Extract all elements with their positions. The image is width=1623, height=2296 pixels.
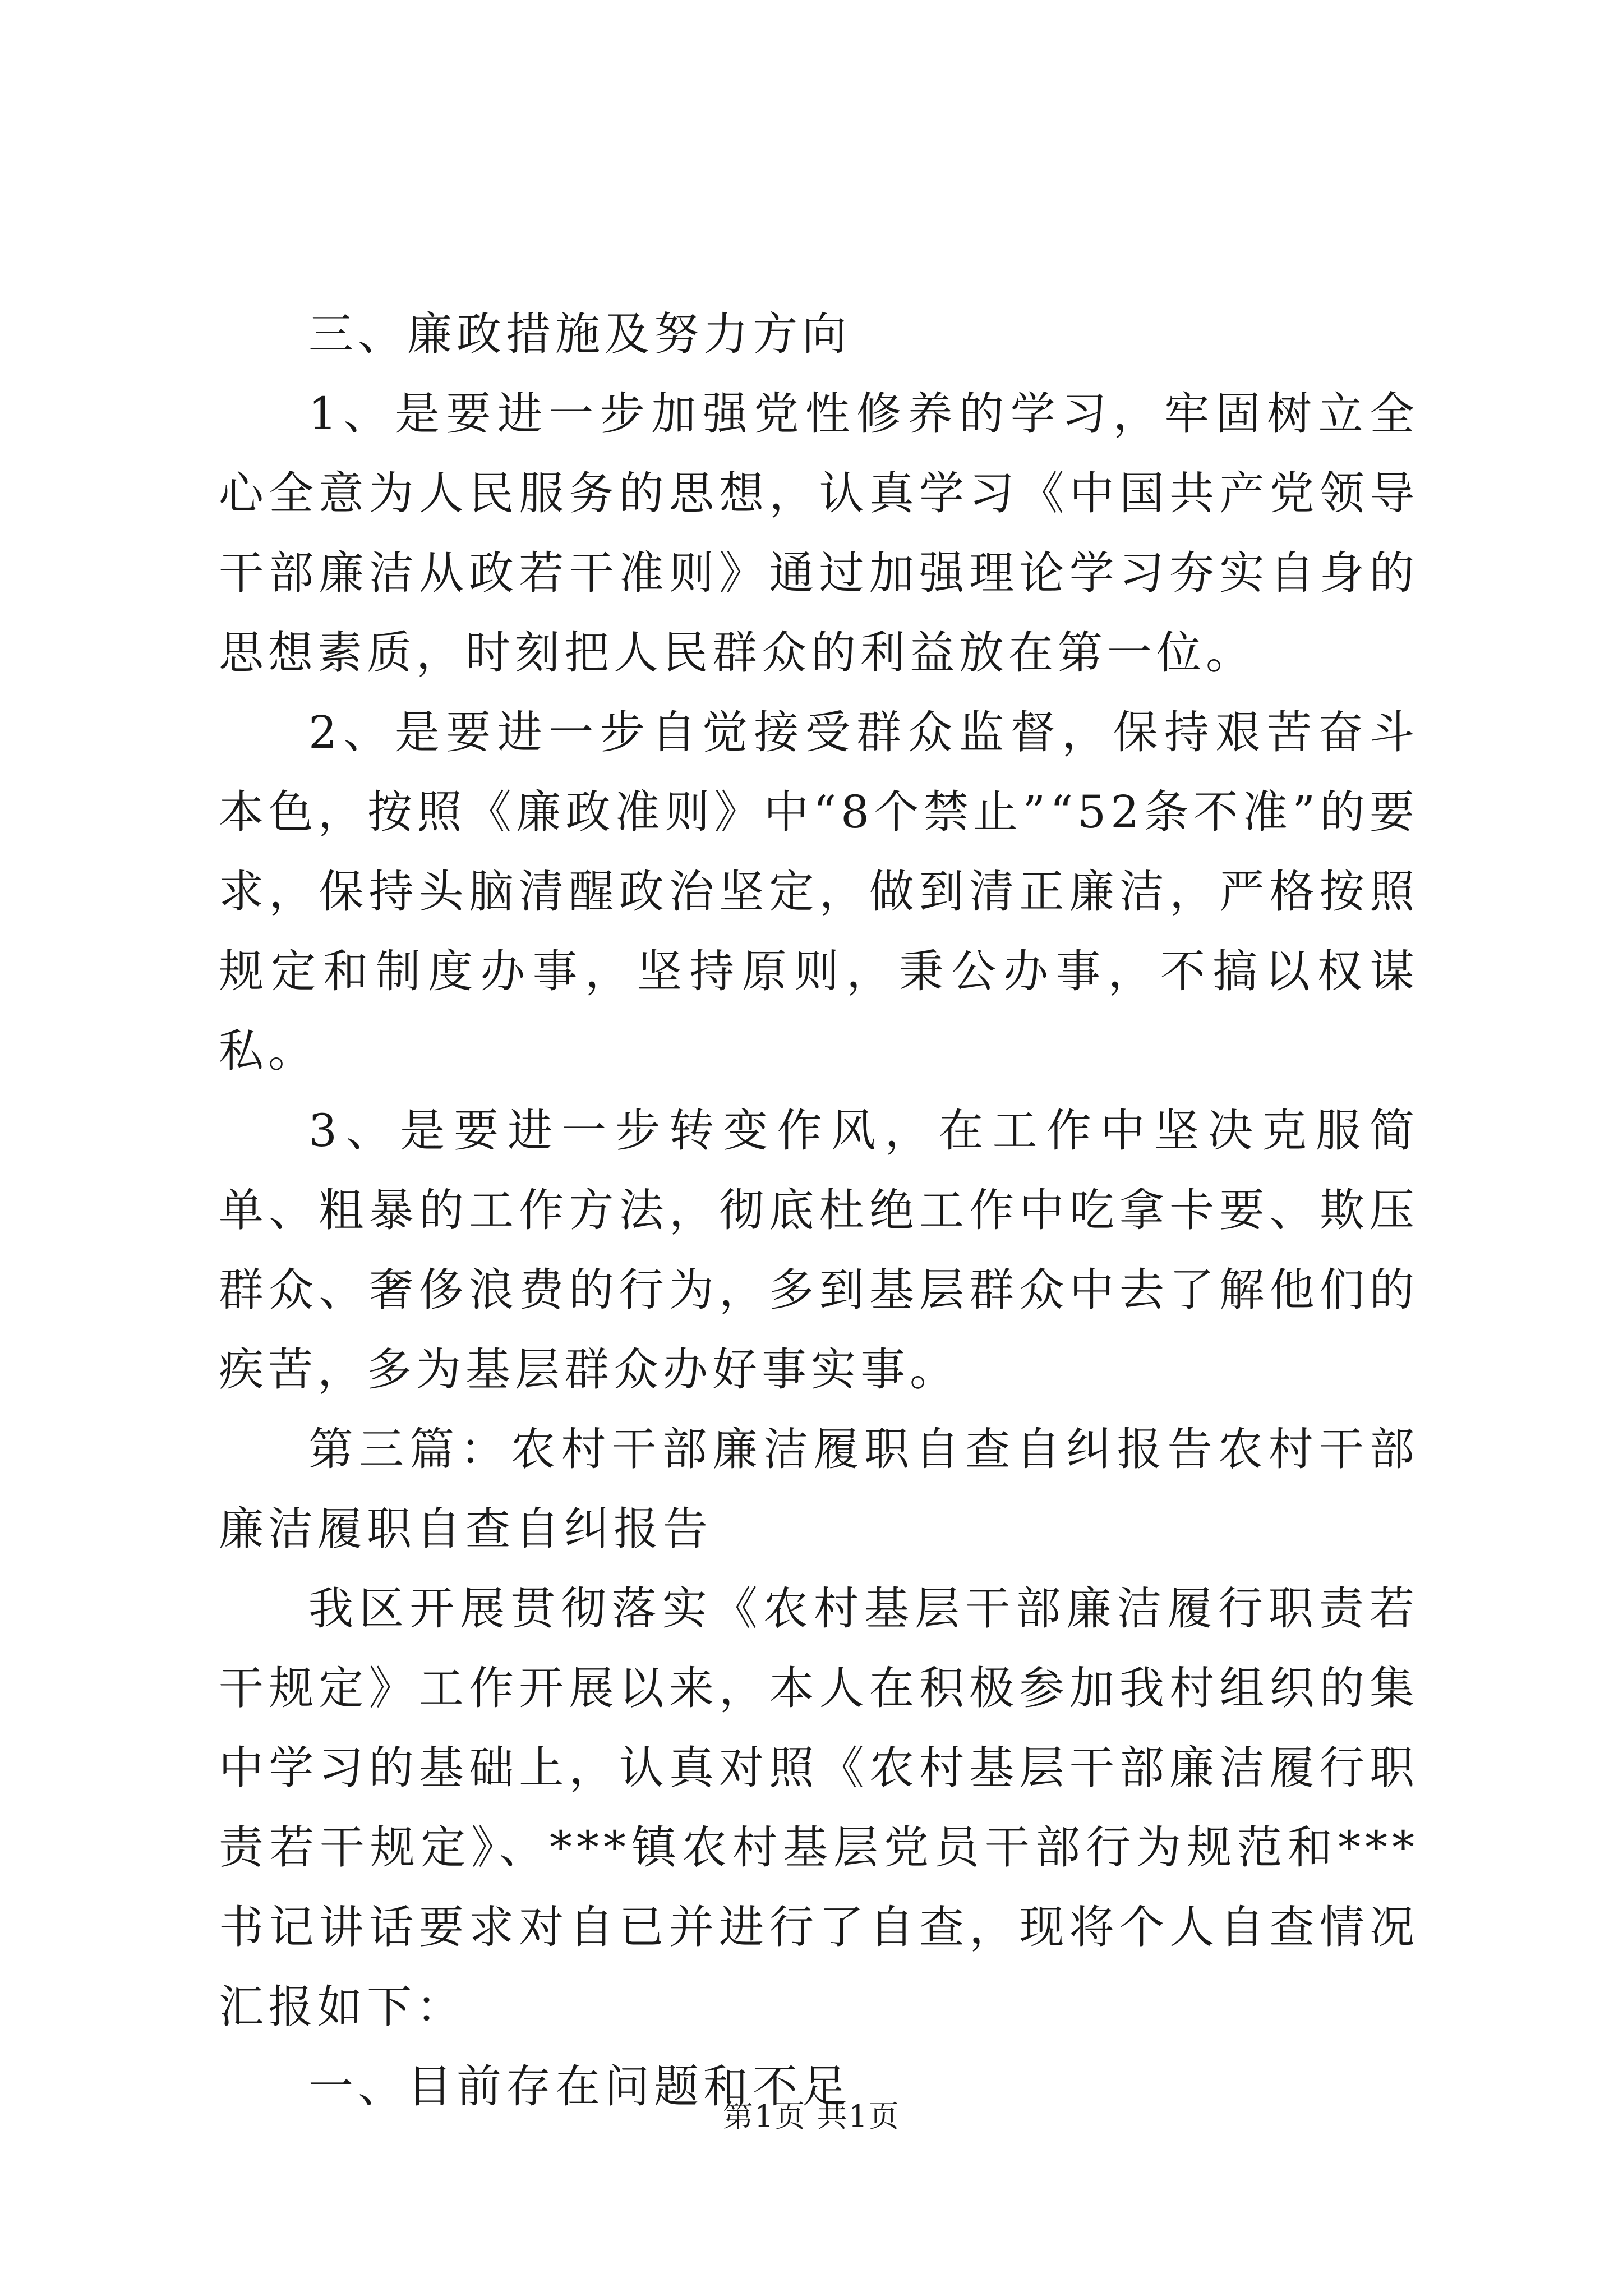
paragraph-item-1: 1、是要进一步加强党性修养的学习，牢固树立全心全意为人民服务的思想，认真学习《中国共产党领导干部廉洁从政若干准则》通过加强理论学习夯实自身的思想素质，时刻把人民群众的利益放在第一位。 xyxy=(219,388,1419,679)
document-body xyxy=(219,295,1419,2127)
paragraph-item-3: 3、是要进一步转变作风，在工作中坚决克服简单、粗暴的工作方法，彻底杜绝工作中吃拿卡要、欺压群众、奢侈浪费的行为，多到基层群众中去了解他们的疾苦，多为基层群众办好事实事。 xyxy=(219,1105,1419,1396)
chapter-title: 第三篇：农村干部廉洁履职自查自纠报告农村干部廉洁履职自查自纠报告 xyxy=(219,1423,1419,1555)
paragraph-item-2: 2、是要进一步自觉接受群众监督，保持艰苦奋斗本色，按照《廉政准则》中“8个禁止”“52条不准”的要求，保持头脑清醒政治坚定，做到清正廉洁，严格按照规定和制度办事，坚持原则，秉公办事，不搞以权谋私。 xyxy=(219,706,1419,1077)
paragraph-intro: 我区开展贯彻落实《农村基层干部廉洁履行职责若干规定》工作开展以来，本人在积极参加我村组织的集中学习的基础上，认真对照《农村基层干部廉洁履行职责若干规定》、***镇农村基层党员干部行为规范和***书记讲话要求对自已并进行了自查，现将个人自查情况汇报如下： xyxy=(219,1582,1419,2033)
page-footer: 第1页 共1页 xyxy=(723,2099,900,2134)
section-heading-problems: 一、目前存在问题和不足 xyxy=(308,2060,851,2113)
section-heading-measures: 三、廉政措施及努力方向 xyxy=(308,308,851,360)
